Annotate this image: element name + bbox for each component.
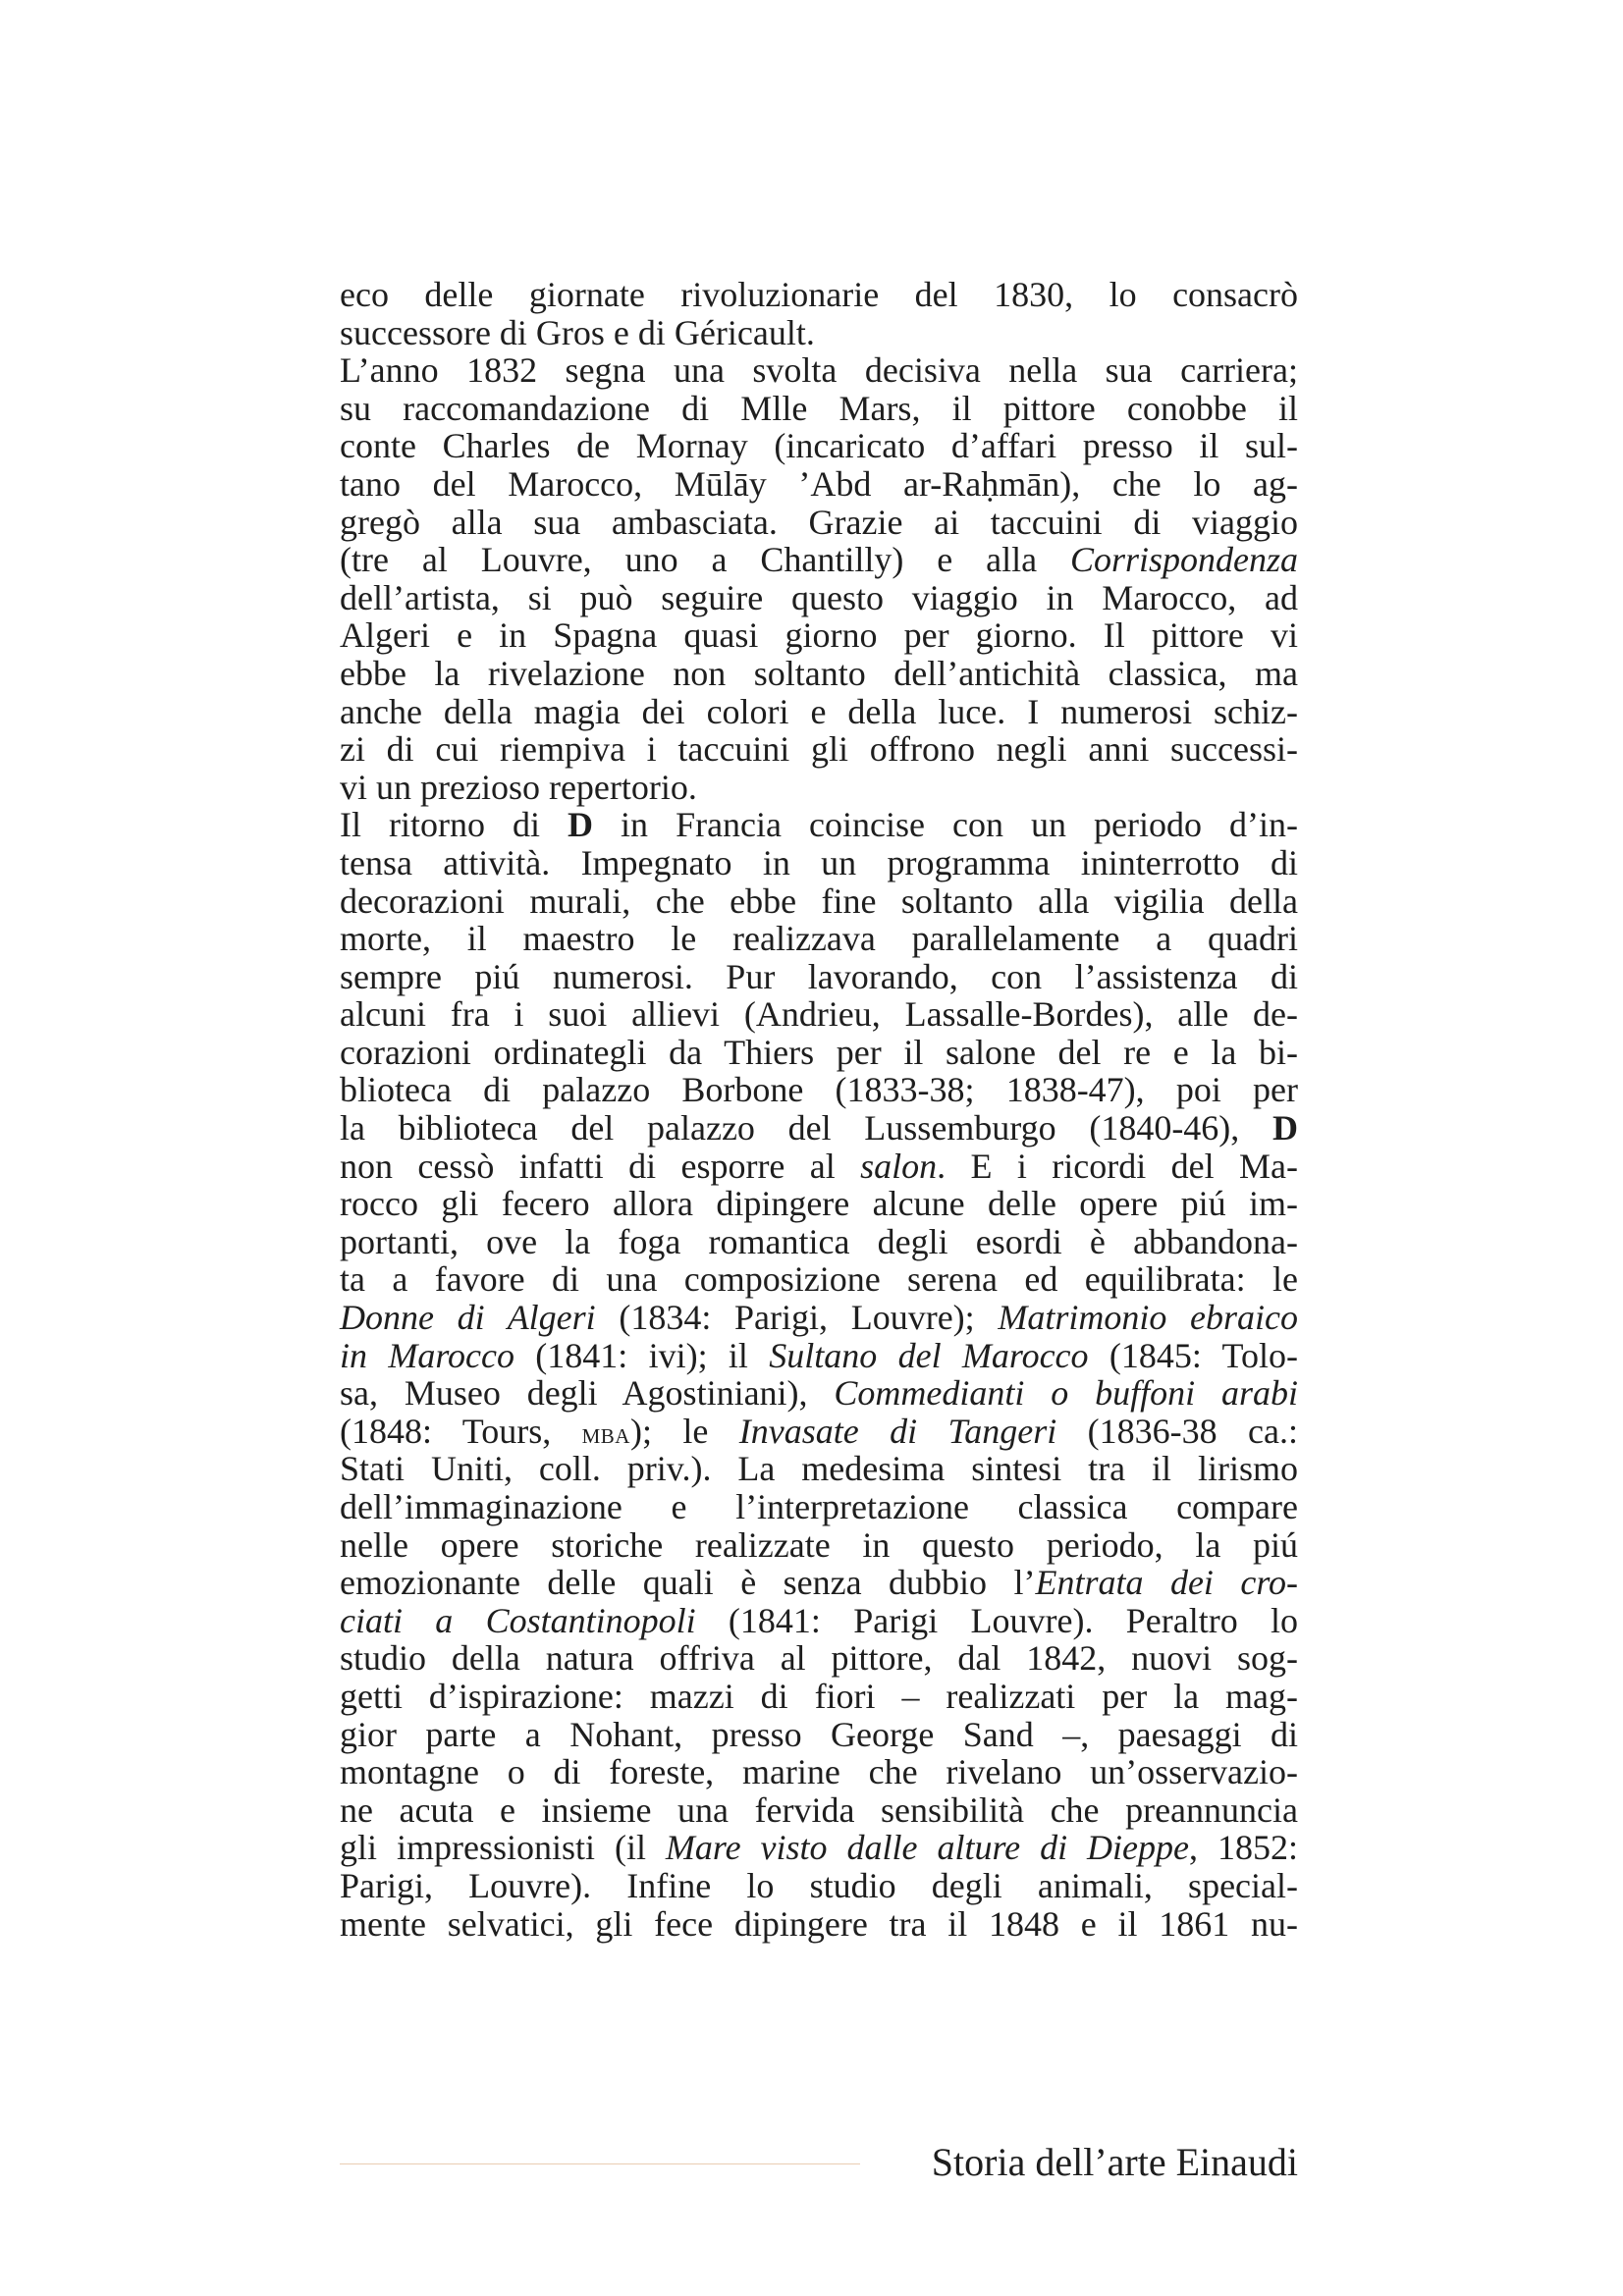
text-segment: (1841: ivi); il	[514, 1335, 770, 1375]
text-segment: L’anno 1832 segna una svolta decisiva nella sua carriera;	[340, 350, 1298, 391]
italic-text: Corrispondenza	[1069, 540, 1298, 580]
text-segment: rocco gli fecero allora dipingere alcune delle opere piú im-	[340, 1184, 1298, 1224]
text-segment: blioteca di palazzo Borbone (1833-38; 1838-47), poi per	[340, 1070, 1298, 1110]
text-line	[340, 1374, 1298, 1413]
text-segment: gregò alla sua ambasciata. Grazie ai taccuini di viaggio	[340, 502, 1298, 542]
text-line	[340, 958, 1298, 996]
italic-text: Entrata dei cro-	[1035, 1563, 1299, 1603]
text-segment: zi di cui riempiva i taccuini gli offrono negli anni successi-	[340, 729, 1298, 770]
text-segment: sa, Museo degli Agostiniani),	[340, 1373, 835, 1414]
text-line	[340, 276, 1298, 314]
text-line	[340, 427, 1298, 465]
text-segment: ne acuta e insieme una fervida sensibilità che preannuncia	[340, 1789, 1298, 1830]
footer-title: Storia dell’arte Einaudi	[931, 2140, 1298, 2184]
text-line	[340, 1223, 1298, 1261]
text-line	[340, 1753, 1298, 1791]
text-line	[340, 1639, 1298, 1678]
text-line	[340, 504, 1298, 542]
page-footer	[340, 2138, 1298, 2187]
text-line	[340, 1109, 1298, 1148]
text-segment: dell’artista, si può seguire questo viaggio in Marocco, ad	[340, 577, 1298, 617]
text-segment: ebbe la rivelazione non soltanto dell’antichità classica, ma	[340, 653, 1298, 693]
text-segment: morte, il maestro le realizzava parallelamente a quadri	[340, 919, 1298, 959]
italic-text: Sultano del Marocco	[769, 1335, 1089, 1375]
italic-text: ciati a Costantinopoli	[340, 1600, 696, 1640]
bold-text: D	[1272, 1108, 1298, 1148]
text-line	[340, 1299, 1298, 1337]
italic-text: Donne di Algeri	[340, 1298, 596, 1338]
text-segment: decorazioni murali, che ebbe fine soltanto alla vigilia della	[340, 881, 1298, 921]
text-segment: nelle opere storiche realizzate in questo periodo, la piú	[340, 1524, 1298, 1565]
text-line	[340, 769, 1298, 807]
text-segment: su raccomandazione di Mlle Mars, il pittore conobbe il	[340, 388, 1298, 428]
italic-text: salon	[860, 1146, 938, 1186]
text-segment: tensa attività. Impegnato in un programma ininterrotto di	[340, 842, 1298, 882]
text-segment: eco delle giornate rivoluzionarie del 1830, lo consacrò	[340, 275, 1298, 314]
text-segment: mente selvatici, gli fece dipingere tra il 1848 e il 1861 nu-	[340, 1903, 1298, 1944]
text-line	[340, 314, 1298, 352]
text-line	[340, 655, 1298, 693]
text-line	[340, 995, 1298, 1034]
text-segment: Parigi, Louvre). Infine lo studio degli animali, special-	[340, 1865, 1298, 1905]
text-line	[340, 1488, 1298, 1526]
text-line	[340, 1260, 1298, 1299]
text-segment: Algeri e in Spagna quasi giorno per giorno. Il pittore vi	[340, 615, 1298, 656]
text-segment: montagne o di foreste, marine che rivelano un’osservazio-	[340, 1752, 1298, 1792]
text-segment: gior parte a Nohant, presso George Sand –, paesaggi di	[340, 1714, 1298, 1754]
text-segment: portanti, ove la foga romantica degli esordi è abbandona-	[340, 1221, 1298, 1261]
italic-text: Invasate di Tangeri	[738, 1411, 1057, 1451]
text-segment: (1845: Tolo-	[1088, 1335, 1298, 1375]
text-segment: corazioni ordinategli da Thiers per il salone del re e la bi-	[340, 1032, 1298, 1072]
text-line	[340, 882, 1298, 921]
text-segment: anche della magia dei colori e della luce. I numerosi schiz-	[340, 691, 1298, 731]
text-segment: vi un prezioso repertorio.	[340, 767, 697, 807]
text-line	[340, 1071, 1298, 1109]
text-segment: alcuni fra i suoi allievi (Andrieu, Lassalle-Bordes), alle de-	[340, 994, 1298, 1035]
text-line	[340, 351, 1298, 390]
text-segment: dell’immaginazione e l’interpretazione classica compare	[340, 1487, 1298, 1526]
text-segment: in Francia coincise con un periodo d’in-	[593, 805, 1298, 845]
text-segment: , 1852:	[1189, 1828, 1298, 1868]
text-line	[340, 730, 1298, 769]
footer-rule	[340, 2163, 860, 2164]
text-line	[340, 1905, 1298, 1944]
text-line	[340, 806, 1298, 844]
text-line	[340, 844, 1298, 882]
body-text	[340, 276, 1298, 1943]
text-segment: gli impressionisti (il	[340, 1828, 666, 1868]
text-segment: Stati Uniti, coll. priv.). La medesima sintesi tra il lirismo	[340, 1449, 1298, 1489]
text-line	[340, 1185, 1298, 1223]
smallcaps-text: mba	[581, 1417, 630, 1450]
text-line	[340, 1716, 1298, 1754]
text-segment: (1841: Parigi Louvre). Peraltro lo	[695, 1600, 1299, 1640]
text-segment: getti d’ispirazione: mazzi di fiori – realizzati per la mag-	[340, 1676, 1298, 1716]
text-line	[340, 1337, 1298, 1375]
text-line	[340, 579, 1298, 617]
text-line	[340, 465, 1298, 504]
text-line	[340, 693, 1298, 731]
text-line	[340, 1034, 1298, 1072]
text-line	[340, 1678, 1298, 1716]
bold-text: D	[568, 805, 594, 845]
text-segment: (tre al Louvre, uno a Chantilly) e alla	[340, 540, 1070, 580]
text-line	[340, 616, 1298, 655]
text-line	[340, 1829, 1298, 1867]
text-segment: . E i ricordi del Ma-	[937, 1146, 1298, 1186]
text-segment: emozionante delle quali è senza dubbio l’	[340, 1563, 1036, 1603]
text-segment: la biblioteca del palazzo del Lussemburgo (1840-46),	[340, 1108, 1272, 1148]
text-segment: successore di Gros e di Géricault.	[340, 312, 815, 352]
italic-text: Matrimonio ebraico	[998, 1298, 1298, 1338]
text-segment: sempre piú numerosi. Pur lavorando, con l’assistenza di	[340, 956, 1298, 996]
text-line	[340, 1450, 1298, 1488]
text-segment: tano del Marocco, Mūlāy ’Abd ar-Raḥmān), che lo ag-	[340, 463, 1298, 504]
italic-text: Mare visto dalle alture di Dieppe	[665, 1828, 1190, 1868]
text-line	[340, 1526, 1298, 1565]
text-line	[340, 1413, 1298, 1451]
text-line	[340, 1867, 1298, 1905]
italic-text: Commedianti o buffoni arabi	[834, 1373, 1298, 1414]
text-line	[340, 920, 1298, 958]
text-line	[340, 390, 1298, 428]
text-line	[340, 1602, 1298, 1640]
text-segment: ); le	[629, 1411, 739, 1451]
text-segment: studio della natura offriva al pittore, dal 1842, nuovi sog-	[340, 1638, 1298, 1679]
italic-text: in Marocco	[340, 1335, 514, 1375]
text-segment: conte Charles de Mornay (incaricato d’affari presso il sul-	[340, 426, 1298, 466]
text-segment: (1834: Parigi, Louvre);	[595, 1298, 999, 1338]
text-segment: (1848: Tours,	[340, 1411, 582, 1451]
text-line	[340, 541, 1298, 579]
text-line	[340, 1148, 1298, 1186]
text-segment: (1836-38 ca.:	[1056, 1411, 1298, 1451]
text-line	[340, 1791, 1298, 1830]
text-segment: ta a favore di una composizione serena ed equilibrata: le	[340, 1259, 1298, 1300]
text-segment: non cessò infatti di esporre al	[340, 1146, 861, 1186]
text-segment: Il ritorno di	[340, 805, 568, 845]
text-line	[340, 1564, 1298, 1602]
